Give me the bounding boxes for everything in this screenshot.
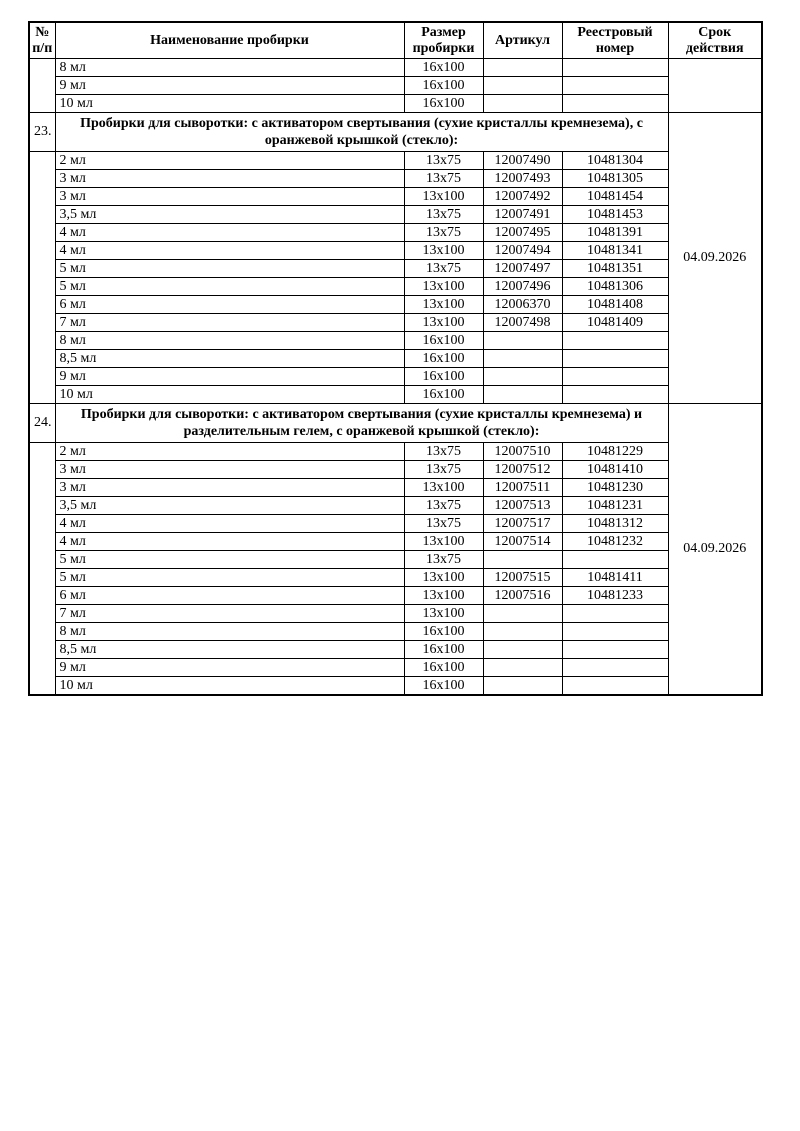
table-row <box>29 551 762 569</box>
article-cell <box>483 386 562 404</box>
tube-name-cell: 3 мл <box>55 188 404 206</box>
table-row <box>29 533 762 551</box>
tube-size-cell: 16x100 <box>404 623 483 641</box>
tube-name-cell: 9 мл <box>55 659 404 677</box>
article-cell <box>483 368 562 386</box>
table-row <box>29 677 762 696</box>
registry-cell <box>562 95 668 113</box>
tube-size-cell: 13x100 <box>404 296 483 314</box>
tube-size-cell: 13x75 <box>404 551 483 569</box>
tube-name-cell: 3 мл <box>55 479 404 497</box>
table-row <box>29 278 762 296</box>
article-cell: 12007516 <box>483 587 562 605</box>
tube-name-cell: 4 мл <box>55 533 404 551</box>
registry-cell <box>562 659 668 677</box>
col-header-tube-size: Размер пробирки <box>404 22 483 59</box>
tube-name-cell: 2 мл <box>55 443 404 461</box>
tube-name-cell: 5 мл <box>55 569 404 587</box>
registry-cell: 10481232 <box>562 533 668 551</box>
tube-size-cell: 13x100 <box>404 479 483 497</box>
article-cell: 12007490 <box>483 152 562 170</box>
tube-size-cell: 16x100 <box>404 77 483 95</box>
article-cell: 12007510 <box>483 443 562 461</box>
article-cell: 12007517 <box>483 515 562 533</box>
registry-cell: 10481341 <box>562 242 668 260</box>
table-row <box>29 497 762 515</box>
table-row <box>29 641 762 659</box>
article-cell <box>483 623 562 641</box>
tube-size-cell: 13x75 <box>404 224 483 242</box>
tube-size-cell: 13x100 <box>404 587 483 605</box>
tube-size-cell: 13x75 <box>404 443 483 461</box>
table-row <box>29 224 762 242</box>
table-row <box>29 188 762 206</box>
col-header-number: № п/п <box>29 22 55 59</box>
registry-cell: 10481409 <box>562 314 668 332</box>
table-row <box>29 479 762 497</box>
registry-cell: 10481233 <box>562 587 668 605</box>
table-row <box>29 314 762 332</box>
article-cell: 12007496 <box>483 278 562 296</box>
tube-name-cell: 4 мл <box>55 515 404 533</box>
article-cell: 12007497 <box>483 260 562 278</box>
article-cell <box>483 350 562 368</box>
tube-name-cell: 3 мл <box>55 170 404 188</box>
article-cell <box>483 95 562 113</box>
registry-cell <box>562 332 668 350</box>
registry-cell: 10481351 <box>562 260 668 278</box>
article-cell: 12007514 <box>483 533 562 551</box>
table-row <box>29 260 762 278</box>
article-cell: 12007491 <box>483 206 562 224</box>
registry-cell: 10481453 <box>562 206 668 224</box>
validity-cell <box>668 59 762 113</box>
section-title-row <box>29 113 762 152</box>
tube-size-cell: 13x100 <box>404 605 483 623</box>
table-row <box>29 242 762 260</box>
col-header-tube-name: Наименование пробирки <box>55 22 404 59</box>
tube-size-cell: 16x100 <box>404 368 483 386</box>
tube-name-cell: 3,5 мл <box>55 206 404 224</box>
tube-size-cell: 13x75 <box>404 152 483 170</box>
article-cell: 12007511 <box>483 479 562 497</box>
registry-cell: 10481230 <box>562 479 668 497</box>
section-title-cell: Пробирки для сыворотки: с активатором свертывания (сухие кристаллы кремнезема), с оранжевой крышкой (стекло): <box>55 113 668 152</box>
article-cell: 12007498 <box>483 314 562 332</box>
article-cell <box>483 677 562 696</box>
registry-cell <box>562 551 668 569</box>
tube-size-cell: 16x100 <box>404 641 483 659</box>
registry-cell: 10481306 <box>562 278 668 296</box>
tube-size-cell: 16x100 <box>404 59 483 77</box>
table-row <box>29 461 762 479</box>
tube-size-cell: 13x75 <box>404 260 483 278</box>
table-row <box>29 368 762 386</box>
tube-size-cell: 16x100 <box>404 95 483 113</box>
tubes-registry-table <box>28 21 763 696</box>
tube-name-cell: 4 мл <box>55 224 404 242</box>
tube-size-cell: 16x100 <box>404 386 483 404</box>
article-cell <box>483 641 562 659</box>
registry-cell: 10481305 <box>562 170 668 188</box>
table-row <box>29 569 762 587</box>
col-header-validity: Срок действия <box>668 22 762 59</box>
registry-cell: 10481410 <box>562 461 668 479</box>
registry-cell: 10481391 <box>562 224 668 242</box>
registry-cell <box>562 77 668 95</box>
article-cell: 12007495 <box>483 224 562 242</box>
tube-size-cell: 13x100 <box>404 533 483 551</box>
registry-cell: 10481312 <box>562 515 668 533</box>
article-cell <box>483 551 562 569</box>
tube-name-cell: 10 мл <box>55 95 404 113</box>
section-title-cell: Пробирки для сыворотки: с активатором свертывания (сухие кристаллы кремнезема) и разделительным гелем, с оранжевой крышкой (стекло): <box>55 404 668 443</box>
tube-name-cell: 3,5 мл <box>55 497 404 515</box>
section-title-row <box>29 404 762 443</box>
tube-name-cell: 9 мл <box>55 77 404 95</box>
article-cell <box>483 332 562 350</box>
tube-name-cell: 6 мл <box>55 296 404 314</box>
table-row <box>29 350 762 368</box>
article-cell: 12007512 <box>483 461 562 479</box>
tube-size-cell: 13x75 <box>404 206 483 224</box>
tube-name-cell: 3 мл <box>55 461 404 479</box>
table-row <box>29 443 762 461</box>
tube-name-cell: 8,5 мл <box>55 350 404 368</box>
tube-size-cell: 13x75 <box>404 515 483 533</box>
tube-name-cell: 10 мл <box>55 386 404 404</box>
article-cell <box>483 77 562 95</box>
registry-cell: 10481411 <box>562 569 668 587</box>
tube-size-cell: 16x100 <box>404 332 483 350</box>
validity-date-cell: 04.09.2026 <box>668 404 762 696</box>
article-cell <box>483 659 562 677</box>
tube-size-cell: 13x75 <box>404 170 483 188</box>
article-cell <box>483 605 562 623</box>
tube-size-cell: 13x100 <box>404 314 483 332</box>
registry-cell: 10481304 <box>562 152 668 170</box>
tube-name-cell: 8 мл <box>55 332 404 350</box>
table-row <box>29 587 762 605</box>
tube-name-cell: 5 мл <box>55 278 404 296</box>
table-row <box>29 95 762 113</box>
tube-size-cell: 13x100 <box>404 278 483 296</box>
registry-cell <box>562 677 668 696</box>
row-number-cell <box>29 152 55 404</box>
tube-name-cell: 8 мл <box>55 623 404 641</box>
article-cell: 12007494 <box>483 242 562 260</box>
registry-cell: 10481454 <box>562 188 668 206</box>
registry-cell <box>562 641 668 659</box>
col-header-article: Артикул <box>483 22 562 59</box>
table-row <box>29 59 762 77</box>
tube-size-cell: 13x100 <box>404 242 483 260</box>
tube-name-cell: 8,5 мл <box>55 641 404 659</box>
tube-name-cell: 10 мл <box>55 677 404 696</box>
tube-name-cell: 5 мл <box>55 260 404 278</box>
tube-name-cell: 7 мл <box>55 605 404 623</box>
tube-size-cell: 16x100 <box>404 659 483 677</box>
registry-cell <box>562 59 668 77</box>
table-row <box>29 623 762 641</box>
tube-name-cell: 2 мл <box>55 152 404 170</box>
col-header-registry: Реестровый номер <box>562 22 668 59</box>
tube-size-cell: 16x100 <box>404 350 483 368</box>
registry-cell: 10481408 <box>562 296 668 314</box>
table-row <box>29 332 762 350</box>
table-row <box>29 77 762 95</box>
table-header-row <box>29 22 762 59</box>
section-number-cell: 24. <box>29 404 55 443</box>
tube-size-cell: 13x100 <box>404 188 483 206</box>
tube-size-cell: 13x75 <box>404 497 483 515</box>
table-row <box>29 170 762 188</box>
registry-cell: 10481229 <box>562 443 668 461</box>
tube-name-cell: 7 мл <box>55 314 404 332</box>
table-row <box>29 605 762 623</box>
registry-cell: 10481231 <box>562 497 668 515</box>
tube-name-cell: 9 мл <box>55 368 404 386</box>
registry-cell <box>562 368 668 386</box>
registry-cell <box>562 623 668 641</box>
registry-cell <box>562 350 668 368</box>
article-cell: 12007513 <box>483 497 562 515</box>
tube-name-cell: 4 мл <box>55 242 404 260</box>
validity-date-cell: 04.09.2026 <box>668 113 762 404</box>
article-cell: 12006370 <box>483 296 562 314</box>
row-number-cell <box>29 59 55 113</box>
table-row <box>29 515 762 533</box>
tube-name-cell: 6 мл <box>55 587 404 605</box>
table-row <box>29 296 762 314</box>
tube-size-cell: 13x100 <box>404 569 483 587</box>
tube-size-cell: 16x100 <box>404 677 483 696</box>
table-row <box>29 152 762 170</box>
registry-cell <box>562 605 668 623</box>
table-row <box>29 659 762 677</box>
article-cell: 12007515 <box>483 569 562 587</box>
registry-cell <box>562 386 668 404</box>
table-row <box>29 386 762 404</box>
article-cell: 12007493 <box>483 170 562 188</box>
tube-name-cell: 8 мл <box>55 59 404 77</box>
section-number-cell: 23. <box>29 113 55 152</box>
article-cell <box>483 59 562 77</box>
tube-size-cell: 13x75 <box>404 461 483 479</box>
tube-name-cell: 5 мл <box>55 551 404 569</box>
table-row <box>29 206 762 224</box>
article-cell: 12007492 <box>483 188 562 206</box>
row-number-cell <box>29 443 55 696</box>
